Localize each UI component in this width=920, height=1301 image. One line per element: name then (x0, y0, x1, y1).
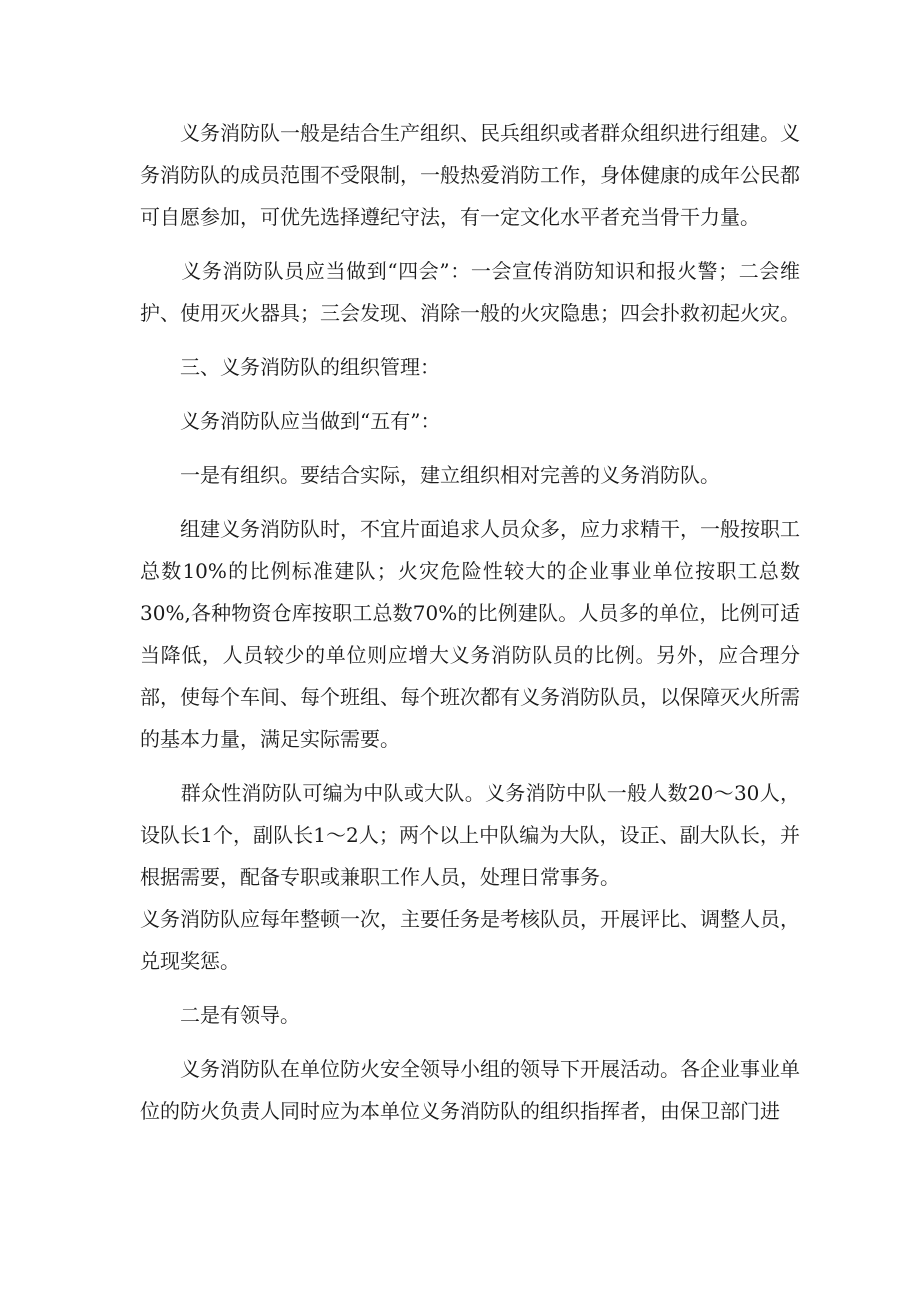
document-body (140, 112, 800, 1132)
paragraph-leadership-detail: 义务消防队在单位防火安全领导小组的领导下开展活动。各企业事业单位的防火负责人同时应为本单位义务消防队的组织指挥者，由保卫部门进 (140, 1057, 800, 1123)
paragraph-four-abilities: 义务消防队员应当做到“四会”：一会宣传消防知识和报火警；二会维护、使用灭火器具；三会发现、消除一般的火灾隐患；四会扑救初起火灾。 (140, 259, 800, 325)
paragraph-organization-basis: 义务消防队一般是结合生产组织、民兵组织或者群众组织进行组建。义务消防队的成员范围不受限制，一般热爱消防工作，身体健康的成年公民都可自愿参加，可优先选择遵纪守法，有一定文化水平者充当骨干力量。 (140, 121, 800, 229)
paragraph-annual-review: 义务消防队应每年整顿一次，主要任务是考核队员，开展评比、调整人员，兑现奖惩。 (140, 907, 800, 973)
section-heading-management: 三、义务消防队的组织管理： (140, 355, 440, 379)
paragraph-squad-structure: 群众性消防队可编为中队或大队。义务消防中队一般人数20～30人，设队长1个，副队长1～2人；两个以上中队编为大队，设正、副大队长，并根据需要，配备专职或兼职工作人员，处理日常事务。 (140, 781, 800, 889)
paragraph-five-haves: 义务消防队应当做到“五有”： (140, 409, 441, 433)
paragraph-team-size: 组建义务消防队时，不宜片面追求人员众多，应力求精干，一般按职工总数10%的比例标准建队；火灾危险性较大的企业事业单位按职工总数30%,各种物资仓库按职工总数70%的比例建队。人员多的单位，比例可适当降低，人员较少的单位则应增大义务消防队员的比例。另外，应合理分部，使每个车间、每个班组、每个班次都有义务消防队员，以保障灭火所需的基本力量，满足实际需要。 (140, 517, 800, 751)
paragraph-has-organization: 一是有组织。要结合实际，建立组织相对完善的义务消防队。 (140, 463, 720, 487)
paragraph-has-leadership: 二是有领导。 (140, 1003, 300, 1027)
